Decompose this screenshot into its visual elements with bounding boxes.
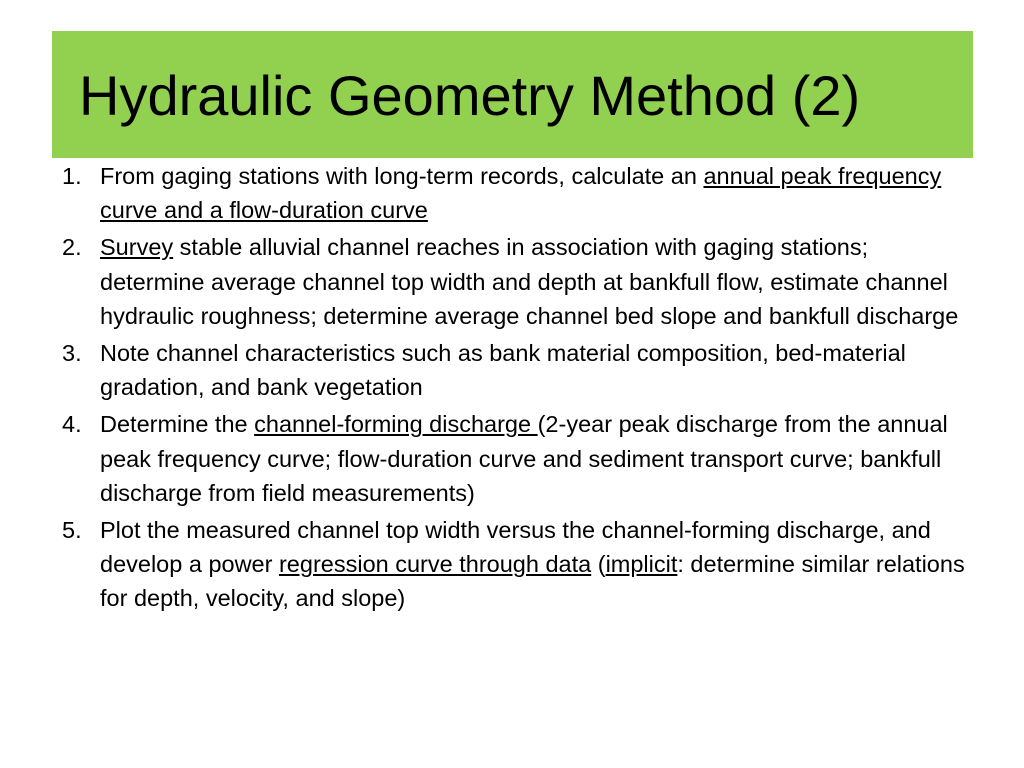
list-text: (2-year peak discharge from the annual peak frequency curve; flow-duration curve and sediment transport curve; bankfull discharge from field measurements) <box>100 411 948 506</box>
list-item-1 <box>62 159 967 227</box>
underlined-term: annual peak frequency curve and a flow-duration curve <box>100 163 942 224</box>
numbered-list <box>62 159 967 619</box>
title-bar <box>52 31 973 158</box>
list-number: 3. <box>62 340 82 367</box>
list-number: 4. <box>62 411 82 438</box>
list-item-3 <box>62 336 967 404</box>
list-item-2 <box>62 230 967 333</box>
list-text: Note channel characteristics such as bank material composition, bed-material gradation, and bank vegetation <box>100 340 906 401</box>
underlined-term: implicit <box>605 551 678 578</box>
list-number: 2. <box>62 234 82 261</box>
list-item-4 <box>62 407 967 510</box>
list-text: ( <box>591 551 606 578</box>
list-number: 5. <box>62 517 82 544</box>
underlined-term: regression curve through data <box>278 551 592 578</box>
list-text: : determine similar relations for depth, velocity, and slope) <box>100 551 965 612</box>
list-text: Determine the <box>100 411 255 438</box>
list-text: From gaging stations with long-term records, calculate an <box>100 163 704 189</box>
underlined-term: Survey <box>100 234 174 261</box>
slide-title: Hydraulic Geometry Method (2) <box>79 64 861 127</box>
list-item-5 <box>62 513 967 616</box>
list-text: Plot the measured channel top width versus the channel-forming discharge, and develop a power <box>100 517 931 578</box>
underlined-term: channel-forming discharge <box>254 411 538 438</box>
list-number: 1. <box>62 163 82 189</box>
list-text: stable alluvial channel reaches in association with gaging stations; determine average channel top width and depth at bankfull flow, estimate channel hydraulic roughness; determine average channel bed slope and bankfull discharge <box>100 234 959 329</box>
